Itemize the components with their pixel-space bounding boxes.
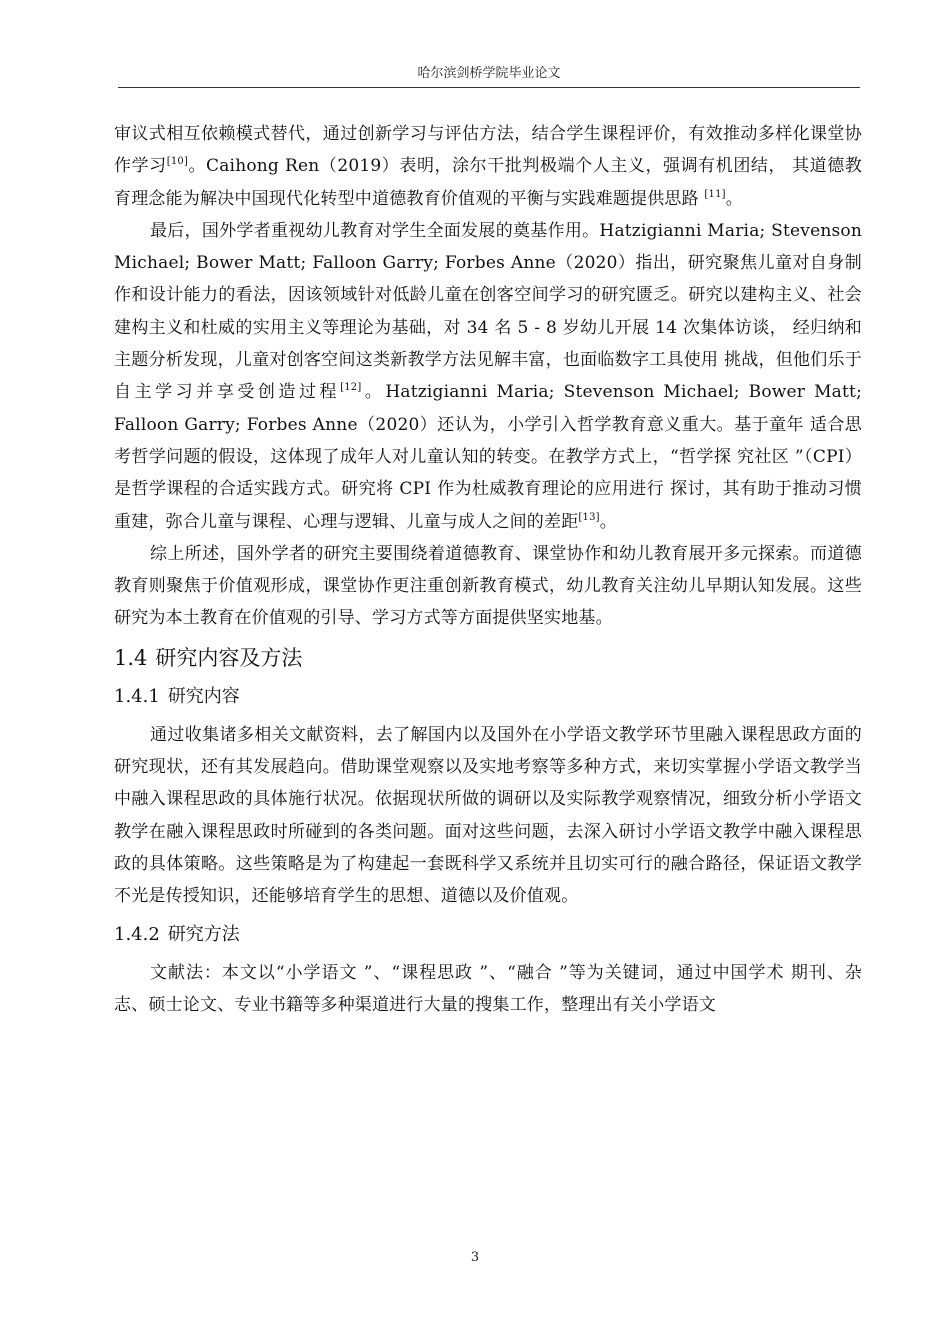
citation: [10] — [166, 156, 189, 168]
citation: [12] — [340, 382, 362, 394]
paragraph-research-content: 通过收集诸多相关文献资料，去了解国内以及国外在小学语文教学环节里融入课程思政方面的研究现状，还有其发展趋向。借助课堂观察以及实地考察等多种方式，来切实掌握小学语文教学当中融入课程思政的具体施行状况。依据现状所做的调研以及实际教学观察情况，细致分析小学语文教学在融入课程思政时所碰到的各类问题。面对这些问题，去深入研讨小学语文教学中融入课程思政的具体策略。这些策略是为了构建起一套既科学又系统并且切实可行的融合路径，保证语文教学不光是传授知识，还能够培育学生的思想、道德以及价值观。 — [114, 724, 862, 907]
paragraph-summary: 综上所述，国外学者的研究主要围绕着道德教育、课堂协作和幼儿教育展开多元探索。而道德教育则聚焦于价值观形成，课堂协作更注重创新教育模式，幼儿教育关注幼儿早期认知发展。这些研究为本土教育在价值观的引导、学习方式等方面提供坚实地基。 — [114, 543, 862, 629]
paragraph-foreign-early-education: 最后，国外学者重视幼儿教育对学生全面发展的奠基作用。Hatzigianni Maria; Stevenson Michael; Bower Matt; Falloon Garry; Forbes Anne（2020）指出，研究聚焦儿童对自身制作和设计能力的看法，因该领域针对低龄儿童在创客空间学习的研究匮乏。研究以建构主义、社会建构主义和杜威的实用主义等理论为基础，对 34 名 5 - 8 岁幼儿开展 14 次集体访谈， 经归纳和主题分析发现，儿童对创客空间这类新教学方法见解丰富，也面临数字工具使用 挑战，但他们乐于自主学习并享受创造过程[12]。Hatzigianni Maria; Stevenson Michael; Bower Matt; Falloon Garry; Forbes Anne（2020）还认为，小学引入哲学教育意义重大。基于童年 适合思考哲学问题的假设，这体现了成年人对儿童认知的转变。在教学方式上，“哲学探 究社区 ”（CPI）是哲学课程的合适实践方式。研究将 CPI 作为杜威教育理论的应用进行 探讨，其有助于推动习惯重建，弥合儿童与课程、心理与逻辑、儿童与成人之间的差距[13]。 — [114, 220, 863, 532]
paragraph-research-method: 文献法：本文以“小学语文 ”、“课程思政 ”、“融合 ”等为关键词，通过中国学术 期刊、杂志、硕士论文、专业书籍等多种渠道进行大量的搜集工作，整理出有关小学语文 — [114, 962, 862, 1015]
page-body — [114, 118, 862, 1021]
running-header: 哈尔滨剑桥学院毕业论文 — [118, 62, 860, 88]
citation: [13] — [578, 511, 600, 523]
section-heading-1-4-2: 1.4.2 研究方法 — [114, 923, 240, 945]
page-number: 3 — [470, 1250, 480, 1265]
paragraph-foreign-moral: 审议式相互依赖模式替代，通过创新学习与评估方法，结合学生课程评价，有效推动多样化课堂协作学习[10]。Caihong Ren（2019）表明，涂尔干批判极端个人主义，强调有机团结， 其道德教育理念能为解决中国现代化转型中道德教育价值观的平衡与实践难题提供思路 [11]。 — [114, 124, 862, 209]
section-heading-1-4-1: 1.4.1 研究内容 — [114, 685, 240, 707]
citation: [11] — [704, 188, 726, 200]
section-heading-1-4: 1.4 研究内容及方法 — [114, 645, 303, 670]
